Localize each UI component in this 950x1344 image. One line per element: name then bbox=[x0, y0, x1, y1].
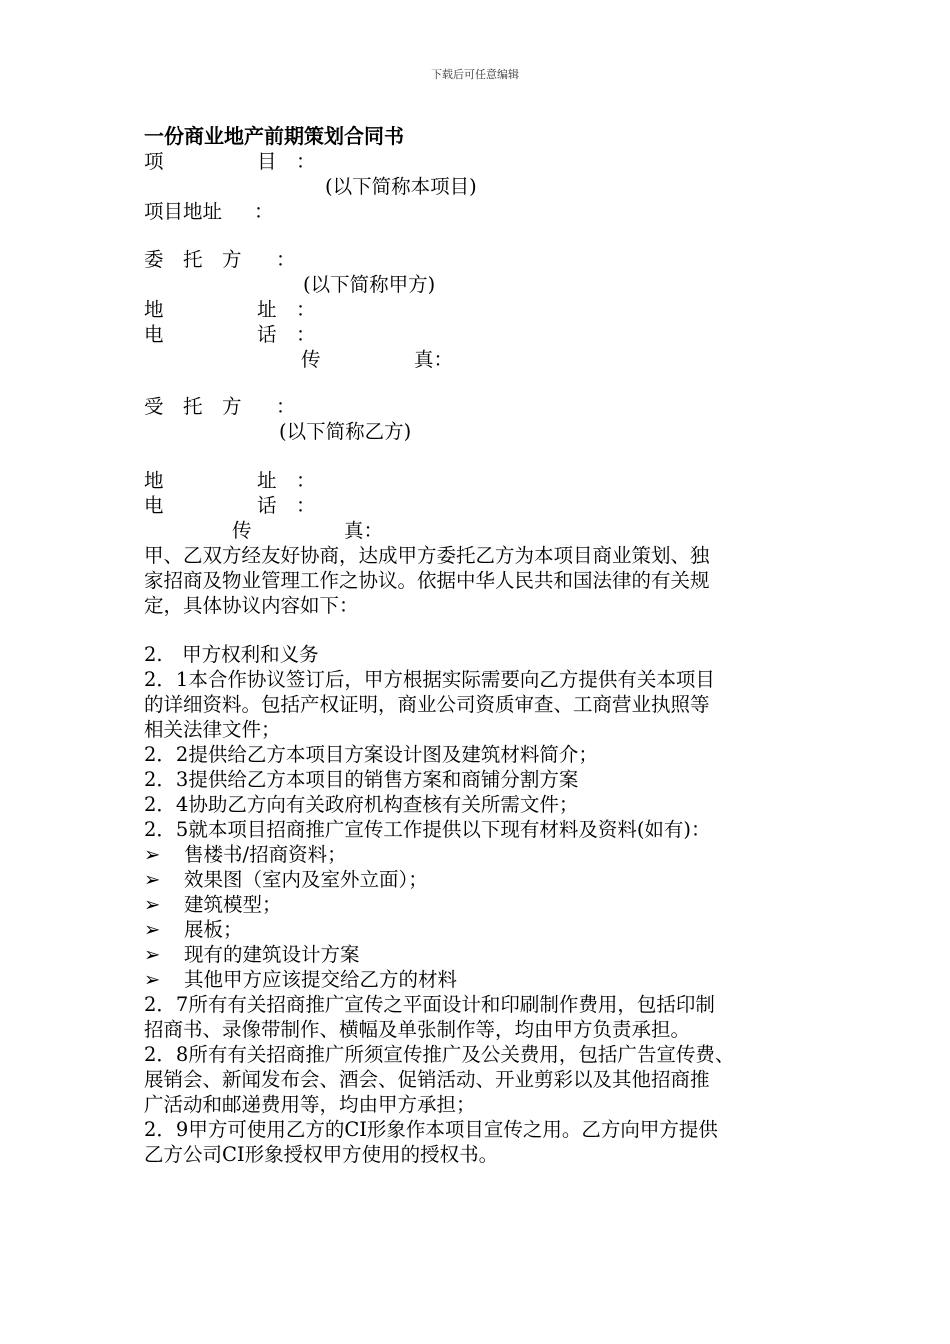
clause-line: 2．7所有有关招商推广宣传之平面设计和印刷制作费用，包括印制 bbox=[144, 993, 715, 1016]
page-header: 下载后可任意编辑 bbox=[431, 68, 519, 81]
list-item-text: 其他甲方应该提交给乙方的材料 bbox=[184, 968, 458, 991]
client-fax-label-1: 传 bbox=[301, 348, 321, 371]
client-phone-label-2: 话 bbox=[257, 323, 277, 346]
agent-colon: ： bbox=[276, 395, 296, 418]
clause-line: 2．3提供给乙方本项目的销售方案和商铺分割方案 bbox=[144, 768, 579, 791]
arrow-bullet-icon: ➢ bbox=[144, 843, 161, 866]
list-item bbox=[144, 918, 243, 942]
agent-fax-label-1: 传 bbox=[232, 519, 252, 542]
client-fax-label-2: 真： bbox=[414, 348, 454, 371]
agent-address-colon: ： bbox=[296, 469, 316, 492]
clause-line: 2．5就本项目招商推广宣传工作提供以下现有材料及资料(如有)： bbox=[144, 818, 711, 841]
list-item bbox=[144, 943, 360, 967]
client-colon: ： bbox=[276, 248, 296, 271]
project-address-colon: ： bbox=[254, 200, 274, 223]
agent-phone-label-2: 话 bbox=[257, 494, 277, 517]
clause-line: 2．1本合作协议签订后，甲方根据实际需要向乙方提供有关本项目 bbox=[144, 668, 715, 691]
intro-line: 定，具体协议内容如下： bbox=[144, 594, 359, 617]
client-phone-colon: ： bbox=[296, 323, 316, 346]
agent-label: 受 托 方 bbox=[144, 395, 242, 418]
project-colon: ： bbox=[296, 150, 316, 173]
list-item-text: 建筑模型； bbox=[184, 893, 282, 916]
clause-line: 招商书、录像带制作、横幅及单张制作等，均由甲方负责承担。 bbox=[144, 1018, 691, 1041]
arrow-bullet-icon: ➢ bbox=[144, 918, 161, 941]
list-item bbox=[144, 968, 457, 992]
list-item-text: 售楼书/招商资料； bbox=[184, 843, 347, 866]
list-item-text: 现有的建筑设计方案 bbox=[184, 943, 360, 966]
intro-line: 甲、乙双方经友好协商，达成甲方委托乙方为本项目商业策划、独 bbox=[144, 544, 710, 567]
intro-line: 家招商及物业管理工作之协议。依据中华人民共和国法律的有关规 bbox=[144, 569, 710, 592]
list-item bbox=[144, 893, 282, 917]
agent-address-label-1: 地 bbox=[144, 469, 164, 492]
client-address-colon: ： bbox=[296, 298, 316, 321]
clause-line: 2．2提供给乙方本项目方案设计图及建筑材料简介； bbox=[144, 743, 598, 766]
clause-line: 的详细资料。包括产权证明，商业公司资质审查、工商营业执照等 bbox=[144, 693, 710, 716]
client-phone-label-1: 电 bbox=[144, 323, 164, 346]
agent-phone-colon: ： bbox=[296, 494, 316, 517]
document-title: 一份商业地产前期策划合同书 bbox=[144, 124, 404, 148]
agent-fax-label-2: 真： bbox=[344, 519, 384, 542]
client-label: 委 托 方 bbox=[144, 248, 242, 271]
clause-line: 展销会、新闻发布会、酒会、促销活动、开业剪彩以及其他招商推 bbox=[144, 1068, 710, 1091]
agent-note: (以下简称乙方) bbox=[279, 420, 412, 443]
project-note: (以下简称本项目) bbox=[325, 175, 477, 198]
list-item bbox=[144, 843, 347, 867]
project-label-2: 目 bbox=[257, 150, 277, 173]
clause-line: 2．9甲方可使用乙方的CI形象作本项目宣传之用。乙方向甲方提供 bbox=[144, 1118, 718, 1141]
project-address-label: 项目地址 bbox=[144, 200, 223, 223]
client-address-label-2: 址 bbox=[257, 298, 277, 321]
list-item-text: 展板； bbox=[184, 918, 243, 941]
arrow-bullet-icon: ➢ bbox=[144, 893, 161, 916]
clause-line: 2．4协助乙方向有关政府机构查核有关所需文件； bbox=[144, 793, 579, 816]
client-address-label-1: 地 bbox=[144, 298, 164, 321]
section-title: 2. 甲方权利和义务 bbox=[144, 643, 319, 666]
project-label-1: 项 bbox=[144, 150, 164, 173]
agent-address-label-2: 址 bbox=[257, 469, 277, 492]
clause-line: 乙方公司CI形象授权甲方使用的授权书。 bbox=[144, 1143, 499, 1166]
arrow-bullet-icon: ➢ bbox=[144, 868, 161, 891]
client-note: (以下简称甲方) bbox=[303, 273, 436, 296]
clause-line: 广活动和邮递费用等，均由甲方承担； bbox=[144, 1093, 476, 1116]
clause-line: 2．8所有有关招商推广所须宣传推广及公关费用，包括广告宣传费、 bbox=[144, 1043, 735, 1066]
arrow-bullet-icon: ➢ bbox=[144, 968, 161, 991]
list-item-text: 效果图（室内及室外立面）； bbox=[184, 868, 428, 891]
agent-phone-label-1: 电 bbox=[144, 494, 164, 517]
list-item bbox=[144, 868, 428, 892]
clause-line: 相关法律文件； bbox=[144, 718, 281, 741]
arrow-bullet-icon: ➢ bbox=[144, 943, 161, 966]
